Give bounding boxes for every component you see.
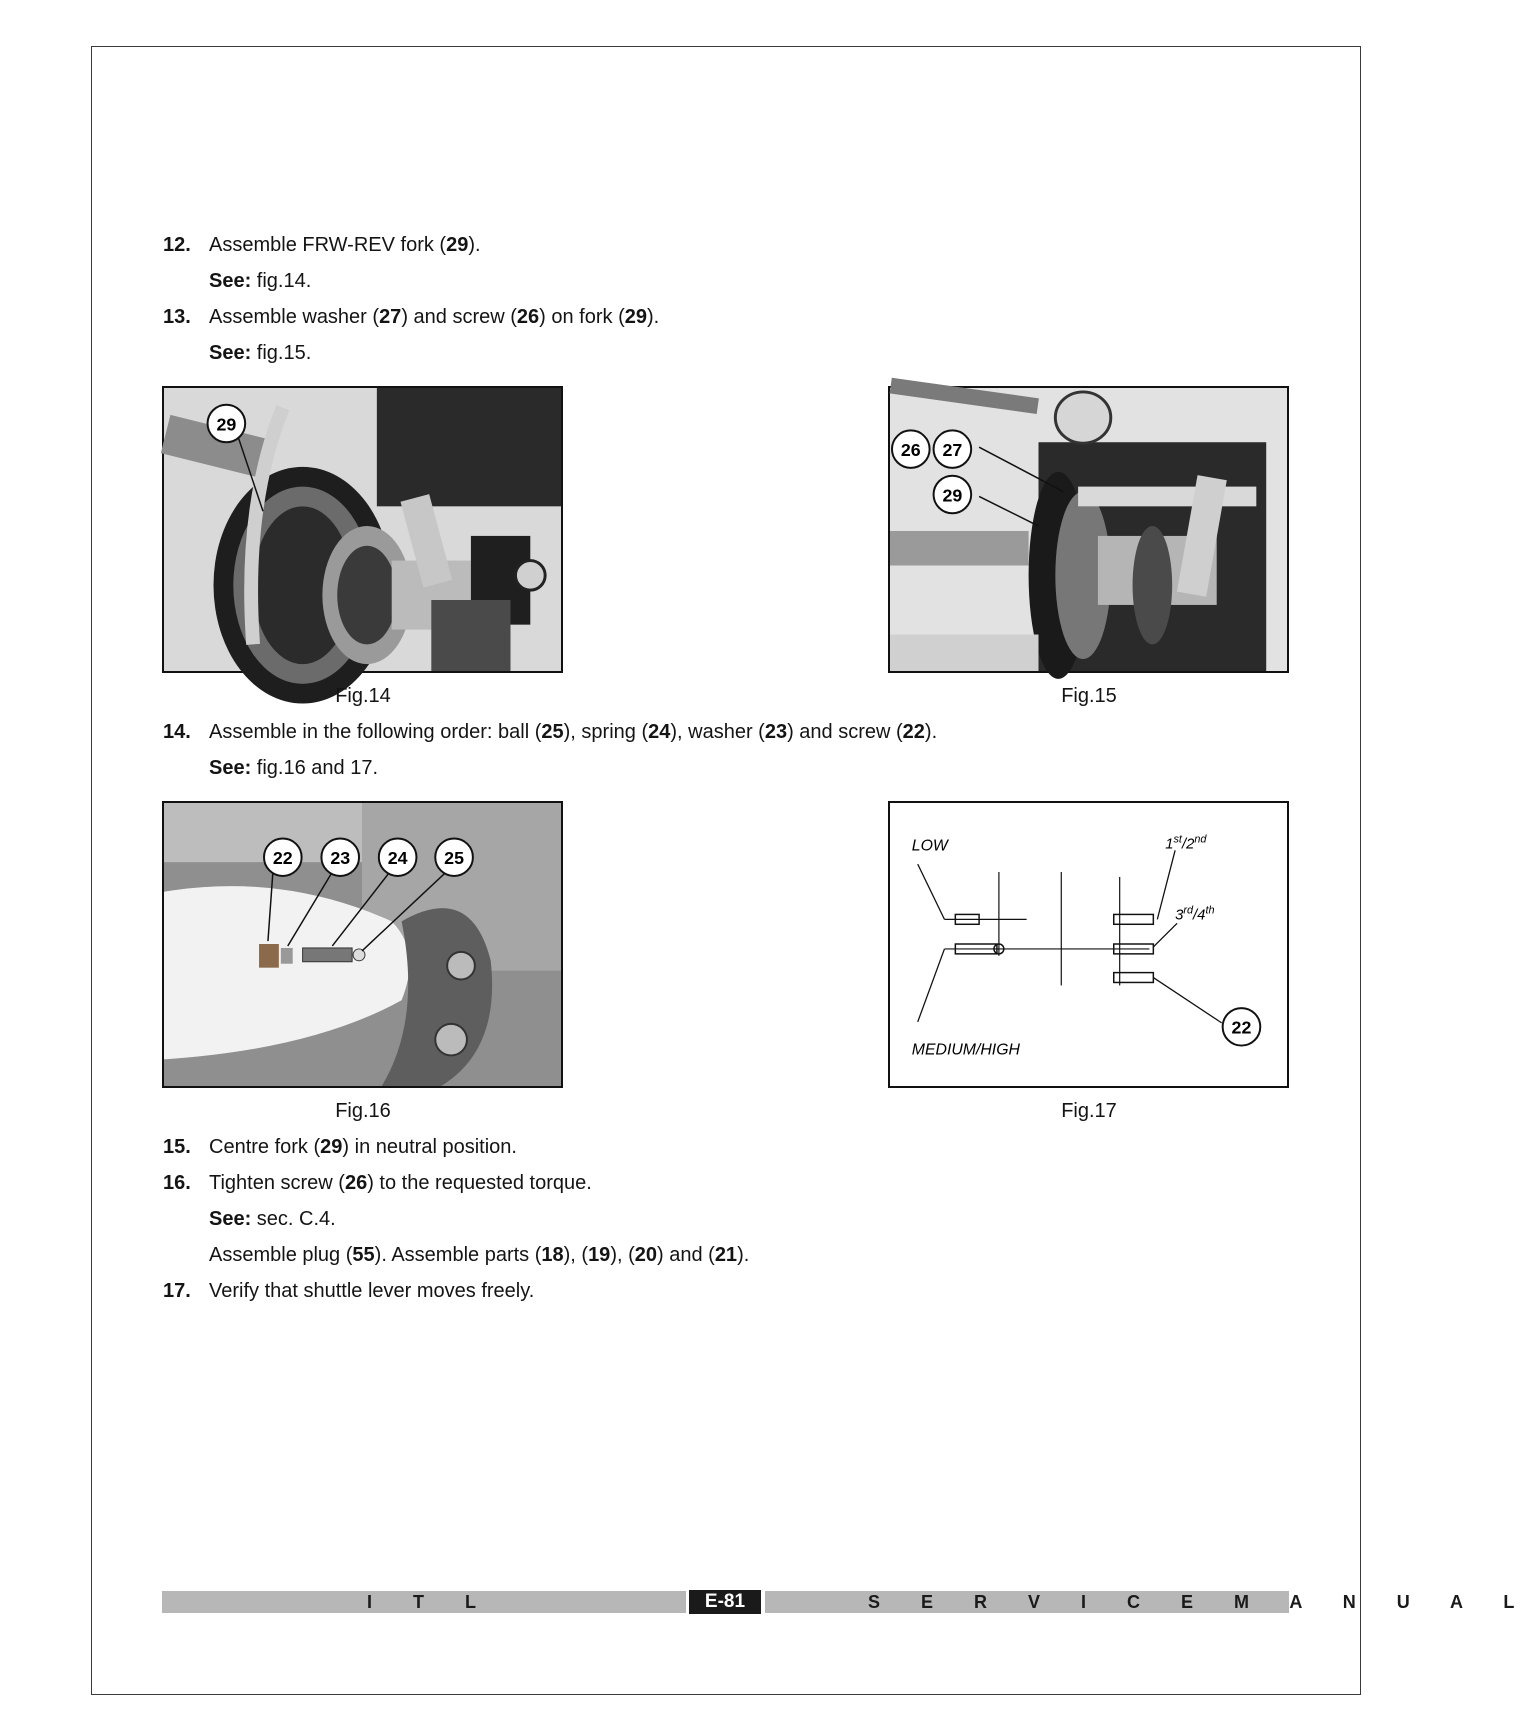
callout-22: 22 [1231,1017,1252,1038]
label-low: LOW [911,837,948,855]
caption-fig15: Fig.15 [1061,685,1117,707]
caption-fig14: Fig.14 [335,685,391,707]
caption-fig17: Fig.17 [1061,1100,1117,1122]
callout-29: 29 [216,414,237,435]
callout-22: 22 [272,848,293,869]
label-1st-2nd: 1st/2nd [1165,833,1207,853]
callout-24: 24 [387,848,408,869]
figure-15-photo [888,386,1289,673]
figure-16-photo [162,801,563,1088]
callout-29: 29 [942,485,963,506]
caption-fig16: Fig.16 [335,1100,391,1122]
footer-left-text: I T L [367,1592,494,1612]
figure-14-photo [162,386,563,673]
label-medium-high: MEDIUM/HIGH [911,1041,1020,1059]
step-text: Assemble FRW-REV fork (29). [209,234,481,256]
callout-23: 23 [330,848,351,869]
figure-17-diagram [888,801,1289,1088]
label-3rd-4th: 3rd/4th [1175,904,1215,924]
footer-right-text: S E R V I C E M A N U A L [868,1592,1532,1612]
callout-27: 27 [942,440,963,461]
callout-25: 25 [444,848,464,869]
page-number: E-81 [689,1590,761,1614]
callout-26: 26 [900,440,921,461]
